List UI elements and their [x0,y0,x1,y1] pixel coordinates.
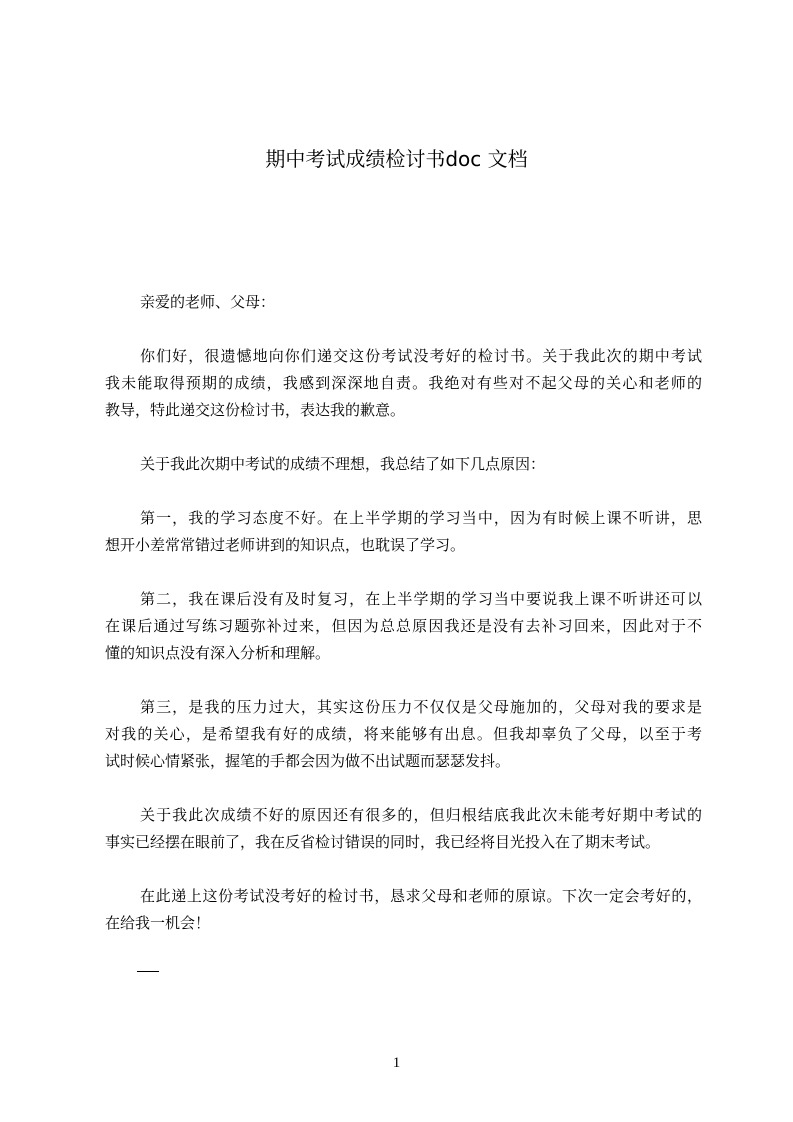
paragraph-line: 第一，我的学习态度不好。在上半学期的学习当中，因为有时候上课不听讲，思 [140,509,702,527]
paragraph-line: 在此递上这份考试没考好的检讨书，恳求父母和老师的原谅。下次一定会考好的， [140,887,702,905]
paragraph-line: 事实已经摆在眼前了，我在反省检讨错误的同时，我已经将目光投入在了期末考试。 [105,833,661,851]
paragraph-line: 教导，特此递交这份检讨书，表达我的歉意。 [105,401,406,419]
paragraph-line: 试时候心情紧张，握笔的手都会因为做不出试题而瑟瑟发抖。 [105,752,511,770]
paragraph [105,451,702,478]
greeting: 亲爱的老师、父母： [140,293,276,311]
paragraph [105,505,702,559]
paragraph-gap [105,667,702,694]
paragraph-gap [105,424,702,451]
paragraph-line: 关于我此次期中考试的成绩不理想，我总结了如下几点原因： [140,455,546,473]
paragraph-line: 对我的关心，是希望我有好的成绩，将来能够有出息。但我却辜负了父母，以至于考 [105,725,702,743]
paragraph [105,586,702,667]
separator-line [137,971,159,972]
paragraph-line: 在给我一机会！ [105,914,211,932]
document-title: 期中考试成绩检讨书doc 文档 [265,147,528,171]
paragraph [105,802,702,856]
paragraph-line: 第三，是我的压力过大，其实这份压力不仅仅是父母施加的，父母对我的要求是 [140,698,702,716]
paragraph-gap [105,316,702,343]
paragraph-gap [105,775,702,802]
paragraph [105,883,702,937]
paragraph-line: 我未能取得预期的成绩，我感到深深地自责。我绝对有些对不起父母的关心和老师的 [105,374,702,392]
paragraph [105,694,702,775]
paragraph [105,343,702,424]
paragraph-line: 关于我此次成绩不好的原因还有很多的，但归根结底我此次未能考好期中考试的 [140,806,702,824]
paragraph-line: 在课后通过写练习题弥补过来，但因为总总原因我还是没有去补习回来，因此对于不 [105,617,702,635]
paragraph-gap [105,478,702,505]
document-body [105,289,702,937]
paragraph-line: 第二，我在课后没有及时复习，在上半学期的学习当中要说我上课不听讲还可以 [140,590,702,608]
paragraph-line: 你们好，很遗憾地向你们递交这份考试没考好的检讨书。关于我此次的期中考试 [140,347,702,365]
paragraph-line: 想开小差常常错过老师讲到的知识点，也耽误了学习。 [105,536,466,554]
paragraph-gap [105,856,702,883]
paragraph-gap [105,559,702,586]
page-number: 1 [392,1055,401,1071]
paragraph-line: 懂的知识点没有深入分析和理解。 [105,644,331,662]
